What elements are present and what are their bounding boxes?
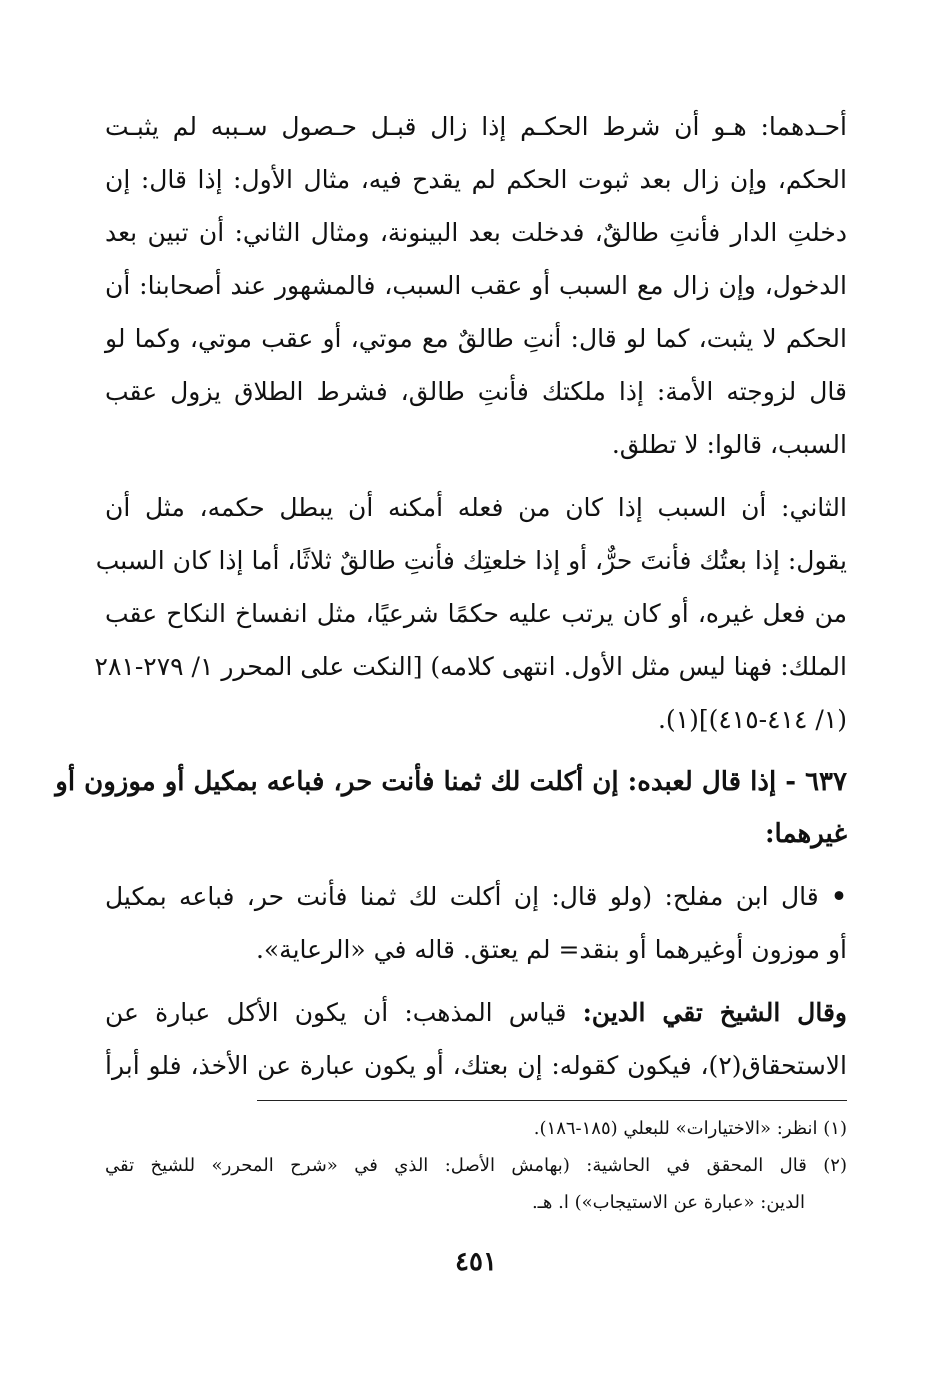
paragraph-second-reason <box>94 481 847 746</box>
text-line <box>105 986 847 1039</box>
book-page <box>55 100 847 1360</box>
text-line: الدخول، وإن زال مع السبب أو عقب السبب، فالمشهور عند أصحابنا: أن <box>105 271 847 300</box>
text-line: الحكم، وإن زال بعد ثبوت الحكم لم يقدح فيه، مثال الأول: إذا قال: إن <box>105 165 847 194</box>
text-line <box>105 870 847 923</box>
paragraph-first-reason <box>105 100 847 471</box>
speaker-name: وقال الشيخ تقي الدين: <box>582 998 847 1027</box>
text-line: يقول: إذا بعتُك فأنتَ حرٌّ، أو إذا خلعتِك فأنتِ طالقٌ ثلاثًا، أما إذا كان السبب <box>95 546 847 575</box>
text-line: السبب، قالوا: لا تطلق. <box>611 430 847 459</box>
paragraph-taqi-al-din <box>105 986 847 1092</box>
bullet-icon: • <box>831 882 847 911</box>
text-segment: قال ابن مفلح: (ولو قال: إن أكلت لك ثمنا فأنت حر، فباعه بمكيل <box>105 882 819 911</box>
text-line: الحكم لا يثبت، كما لو قال: أنتِ طالقٌ مع موتي، أو عقب موتي، وكما لو <box>105 324 847 353</box>
text-line: الملك: فهنا ليس مثل الأول. انتهى كلامه) [النكت على المحرر ١/ ٢٧٩-٢٨١ <box>94 652 847 681</box>
paragraph-ibn-muflih <box>105 870 847 976</box>
footnote-1: (١) انظر: «الاختيارات» للبعلي (١٨٥-١٨٦). <box>533 1118 847 1139</box>
text-line: أحـدهما: هـو أن شرط الحكـم إذا زال قبـل حـصول سـببه لم يثبـت <box>105 112 847 141</box>
text-line: (١/ ٤١٤-٤١٥)](١). <box>657 705 847 734</box>
text-line: الثاني: أن السبب إذا كان من فعله أمكنه أن يبطل حكمه، مثل أن <box>105 493 847 522</box>
text-line: دخلتِ الدار فأنتِ طالقٌ، فدخلت بعد البينونة، ومثال الثاني: أن تبين بعد <box>105 218 847 247</box>
text-segment: قياس المذهب: أن يكون الأكل عبارة عن <box>105 998 583 1027</box>
text-line: أو موزون أوغيرهما أو بنقد= لم يعتق. قاله في «الرعاية». <box>255 935 847 964</box>
issue-heading-637 <box>55 756 847 860</box>
footnote-separator <box>257 1100 847 1101</box>
footnote-2-continuation: الدين: «عبارة عن الاستيجاب») ا. هـ. <box>531 1192 805 1213</box>
heading-line: غيرهما: <box>764 819 847 849</box>
footnote-2: (٢) قال المحقق في الحاشية: (بهامش الأصل: الذي في «شرح المحرر» للشيخ تقي <box>105 1155 847 1176</box>
text-line: من فعل غيره، أو كان يرتب عليه حكمًا شرعيًا، مثل انفساخ النكاح عقب <box>105 599 847 628</box>
footnotes <box>105 1110 847 1221</box>
page-number: ٤٥١ <box>455 1247 497 1277</box>
heading-line: ٦٣٧ - إذا قال لعبده: إن أكلت لك ثمنا فأنت حر، فباعه بمكيل أو موزون أو <box>55 767 847 797</box>
text-line: الاستحقاق(٢)، فيكون كقوله: إن بعتك، أو يكون عبارة عن الأخذ، فلو أبرأ <box>105 1051 847 1080</box>
text-line: قال لزوجته الأمة: إذا ملكتك فأنتِ طالق، فشرط الطلاق يزول عقب <box>105 377 847 406</box>
